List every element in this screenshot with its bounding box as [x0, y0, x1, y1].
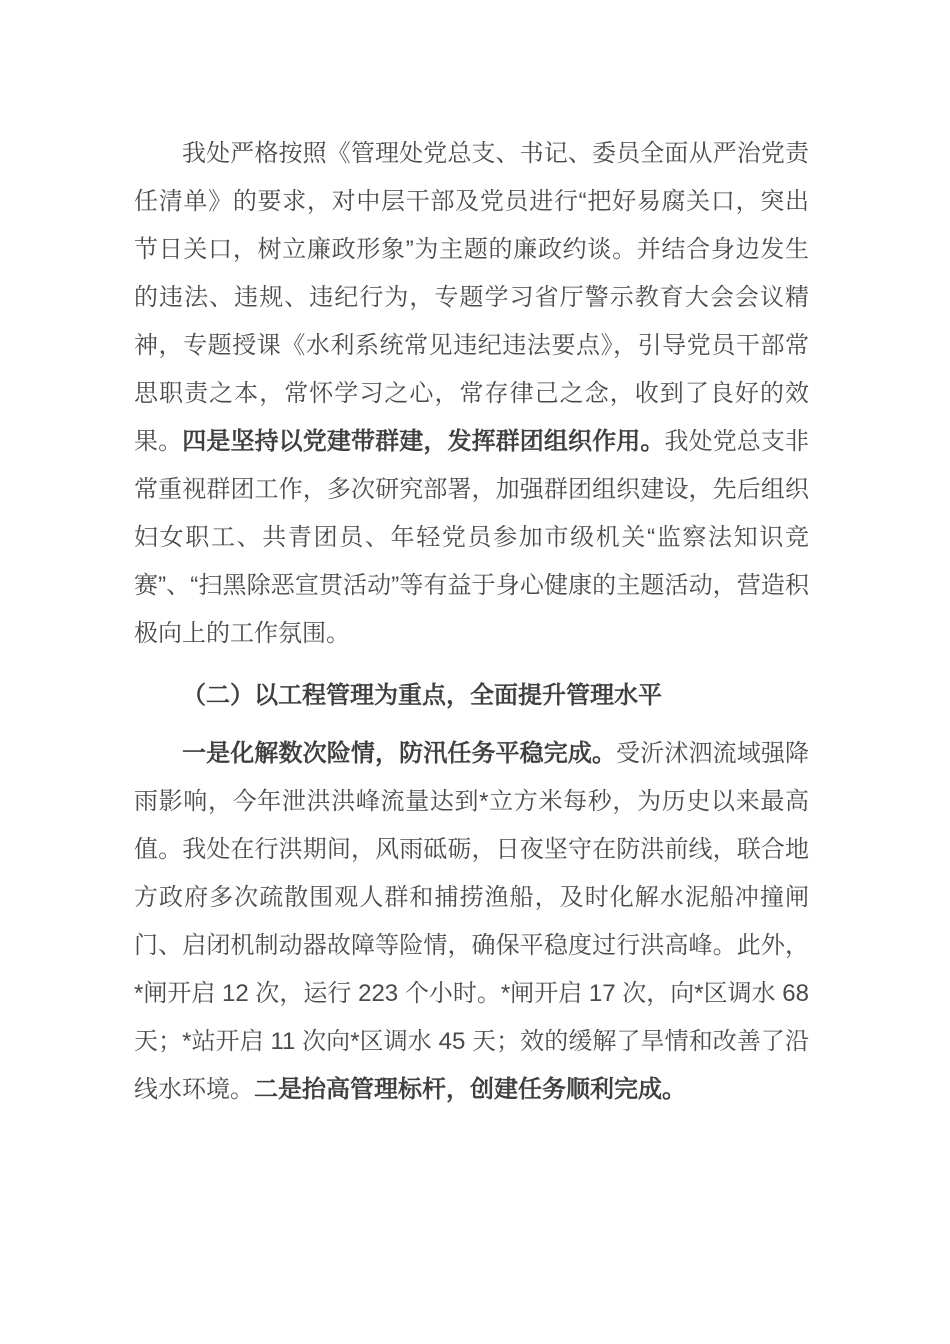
section-heading — [134, 672, 809, 720]
text-run: 受沂沭泗流域强降雨影响，今年泄洪洪峰流量达到*立方米每秒，为历史以来最高值。我处在行洪期间，风雨砥砺，日夜坚守在防洪前线，联合地方政府多次疏散围观人群和捕捞渔船，及时化解水泥船冲撞闸门、启闭机制动器故障等险情，确保平稳度过行洪高峰。此外，*闸开启 12 次，运行 223 个小时。*闸开启 17 次，向*区调水 68 天；*站开启 11 次向*区调水 45 天；效的缓解了旱情和改善了沿线水环境。 — [134, 740, 810, 1103]
body-paragraph — [134, 730, 809, 1114]
bold-text-run: （二）以工程管理为重点，全面提升管理水平 — [182, 682, 662, 709]
document-content — [134, 130, 809, 1124]
bold-text-run: 一是化解数次险情，防汛任务平稳完成。 — [182, 740, 617, 767]
body-paragraph — [134, 130, 809, 658]
text-run: 我处严格按照《管理处党总支、书记、委员全面从严治党责任清单》的要求，对中层干部及党员进行“把好易腐关口，突出节日关口，树立廉政形象”为主题的廉政约谈。并结合身边发生的违法、违规、违纪行为，专题学习省厅警示教育大会会议精神，专题授课《水利系统常见违纪违法要点》，引导党员干部常思职责之本，常怀学习之心，常存律己之念，收到了良好的效果。 — [134, 140, 809, 455]
text-run: 我处党总支非常重视群团工作，多次研究部署，加强群团组织建设，先后组织妇女职工、共青团员、年轻党员参加市级机关“监察法知识竞赛”、“扫黑除恶宣贯活动”等有益于身心健康的主题活动，营造积极向上的工作氛围。 — [134, 428, 810, 647]
bold-text-run: 四是坚持以党建带群建，发挥群团组织作用。 — [182, 428, 665, 455]
bold-text-run: 二是抬高管理标杆，创建任务顺利完成。 — [254, 1076, 686, 1103]
